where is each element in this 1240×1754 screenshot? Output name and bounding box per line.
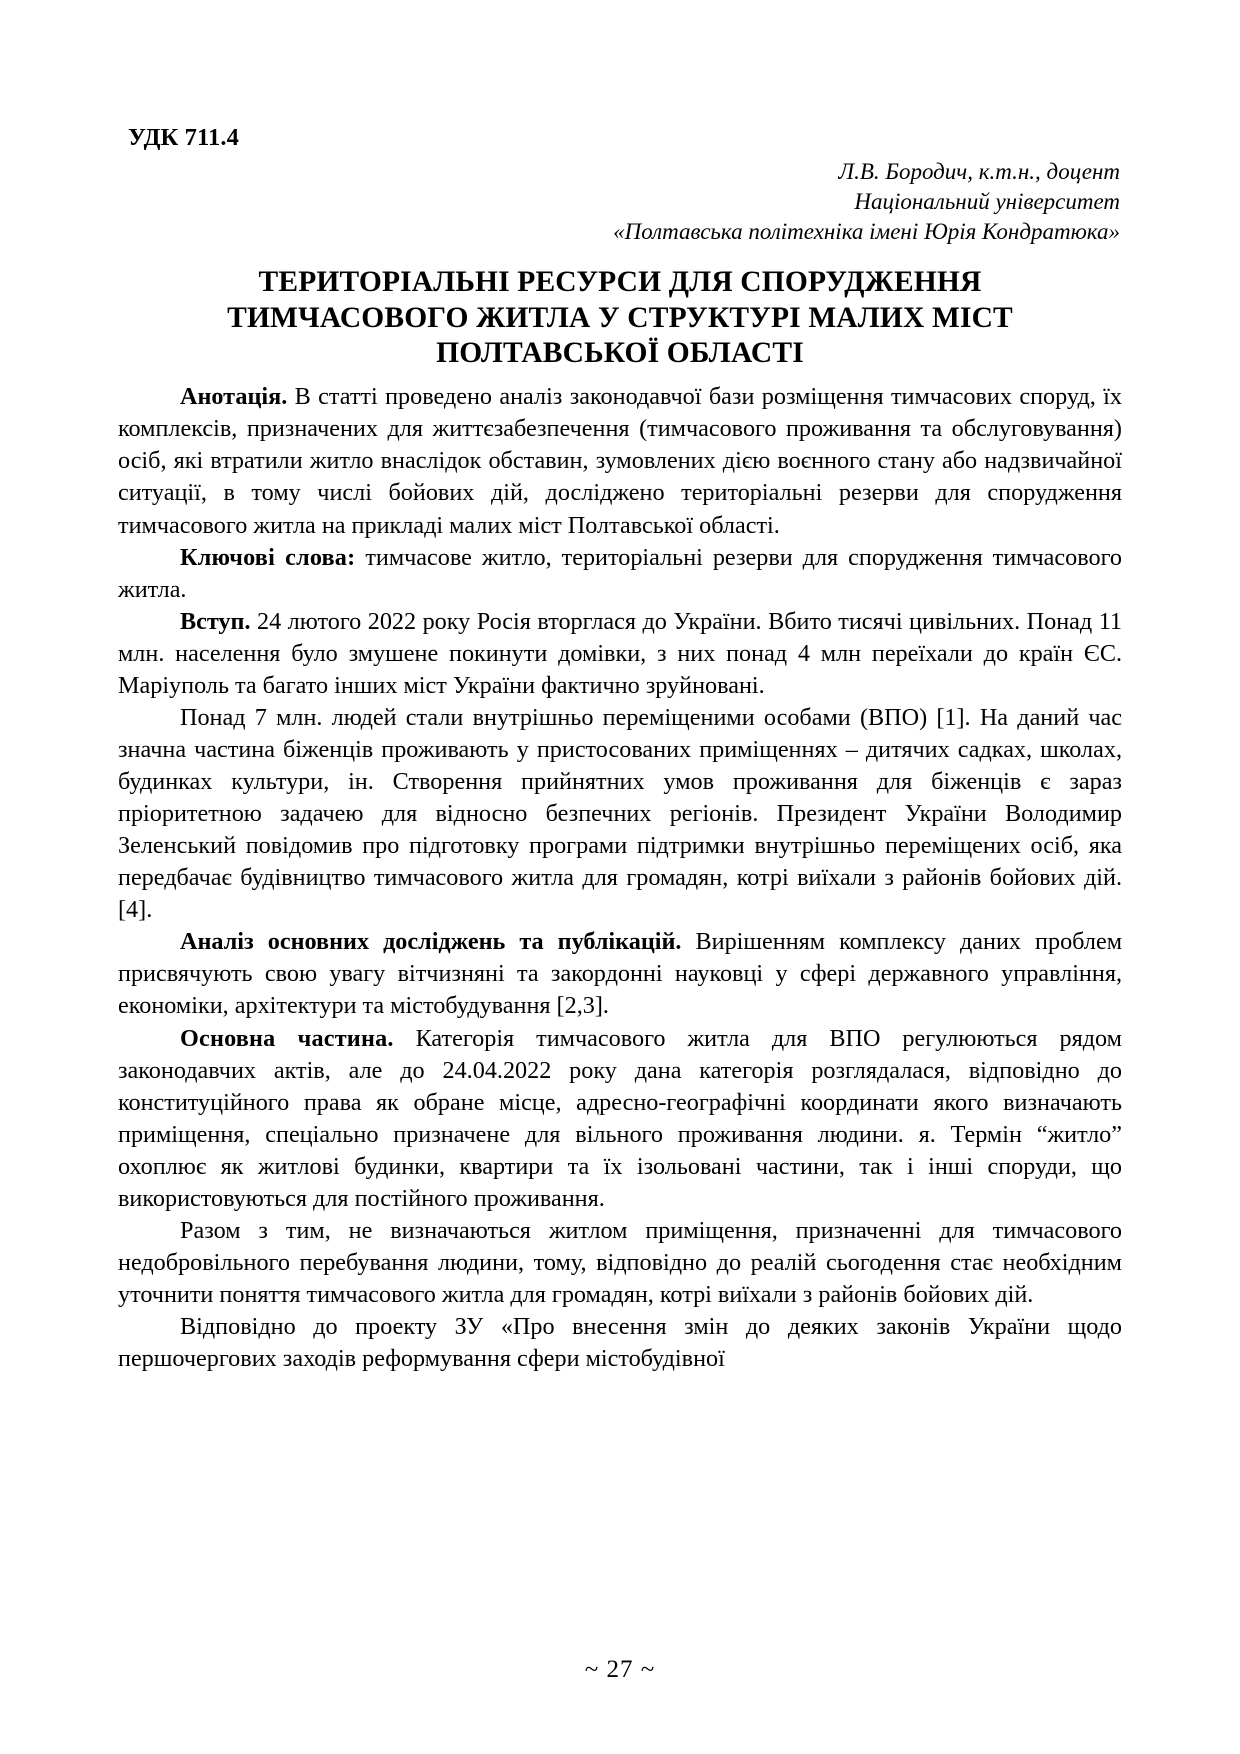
author-name: Л.В. Бородич, к.т.н., доцент xyxy=(838,159,1120,185)
main-part-text: Категорія тимчасового житла для ВПО регулюються рядом законодавчих актів, але до 24.04.2022 року дана категорія розглядалася, відповідно до конституційного права як обране місце, адресно-географічні координати якого визначають приміщення, спеціально призначене для вільного проживання людини. я. Термін “житло” охоплює як житлові будинки, квартири та їх ізольовані частини, так і інші споруди, що використовуються для постійного проживання. xyxy=(118,1024,1122,1212)
abstract-label: Анотація. xyxy=(180,383,288,411)
title-line-2: ТИМЧАСОВОГО ЖИТЛА У СТРУКТУРІ МАЛИХ МІСТ xyxy=(227,301,1013,334)
page-title xyxy=(118,265,1122,371)
abstract-paragraph xyxy=(118,381,1122,541)
draft-law-paragraph: Відповідно до проекту ЗУ «Про внесення змін до деяких законів України щодо першочергових заходів реформування сфери містобудівної xyxy=(118,1313,1122,1373)
page-number: ~ 27 ~ xyxy=(584,1656,656,1683)
keywords-paragraph xyxy=(118,542,1122,606)
title-line-1: ТЕРИТОРІАЛЬНІ РЕСУРСИ ДЛЯ СПОРУДЖЕННЯ xyxy=(258,266,982,299)
analysis-label: Аналіз основних досліджень та публікацій. xyxy=(180,928,682,956)
analysis-text: Вирішенням комплексу даних проблем присвячують свою увагу вітчизняні та закордонні науковці у сфері державного управління, економіки, архітектури та містобудування [2,3]. xyxy=(118,928,1122,1020)
abstract-text: В статті проведено аналіз законодавчої бази розміщення тимчасових споруд, їх комплексів, призначених для життєзабезпечення (тимчасового проживання та обслуговування) осіб, які втратили житло внаслідок обставин, зумовлених дією воєнного стану або надзвичайної ситуації, в тому числі бойових дій, досліджено територіальні резерви для спорудження тимчасового житла на прикладі малих міст Полтавської області. xyxy=(118,383,1122,539)
keywords-label: Ключові слова: xyxy=(180,543,356,571)
udc-code: УДК 711.4 xyxy=(128,124,239,151)
author-affiliation-block xyxy=(118,157,1122,247)
introduction-label: Вступ. xyxy=(180,607,251,635)
title-line-3: ПОЛТАВСЬКОЇ ОБЛАСТІ xyxy=(436,336,804,369)
introduction-paragraph xyxy=(118,606,1122,702)
analysis-paragraph xyxy=(118,926,1122,1022)
main-part-paragraph xyxy=(118,1023,1122,1215)
main-part-label: Основна частина. xyxy=(180,1024,394,1052)
keywords-text: тимчасове житло, територіальні резерви для спорудження тимчасового житла. xyxy=(118,543,1122,603)
introduction-text: 24 лютого 2022 року Росія вторглася до України. Вбито тисячі цивільних. Понад 11 млн. населення було змушене покинути домівки, з них понад 4 млн переїхали до країн ЄС. Маріуполь та багато інших міст України фактично зруйновані. xyxy=(118,607,1122,699)
idp-paragraph: Понад 7 млн. людей стали внутрішньо переміщеними особами (ВПО) [1]. На даний час значна частина біженців проживають у пристосованих приміщеннях – дитячих садках, школах, будинках культури, ін. Створення прийнятних умов проживання для біженців є зараз пріоритетною задачею для відносно безпечних регіонів. Президент України Володимир Зеленський повідомив про підготовку програми підтримки внутрішньо переміщених осіб, яка передбачає будівництво тимчасового житла для громадян, котрі виїхали з районів бойових дій. [4]. xyxy=(118,703,1122,924)
not-housing-paragraph: Разом з тим, не визначаються житлом приміщення, призначенні для тимчасового недобровільного перебування людини, тому, відповідно до реалій сьогодення стає необхідним уточнити поняття тимчасового житла для громадян, котрі виїхали з районів бойових дій. xyxy=(118,1216,1122,1309)
page-content xyxy=(118,124,1122,1375)
affiliation-university: «Полтавська політехніка імені Юрія Кондратюка» xyxy=(613,219,1120,245)
affiliation-institution: Національний університет xyxy=(854,189,1120,215)
